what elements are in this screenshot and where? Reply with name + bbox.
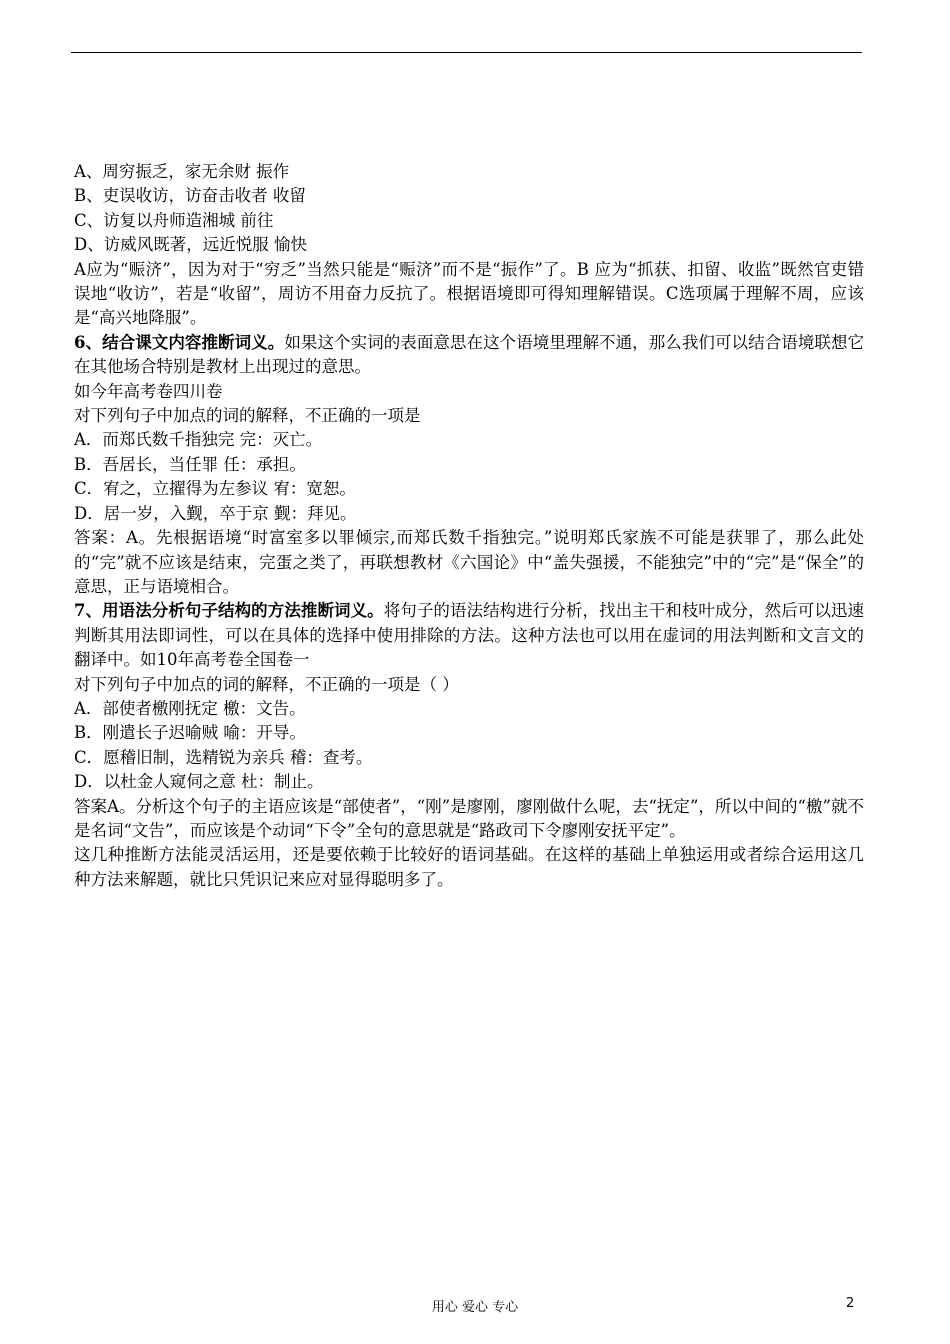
explanation-paragraph: A应为“赈济”，因为对于“穷乏”当然只能是“赈济”而不是“振作”了。B 应为“抓获、扣留、收监”既然官吏错误地“收访”，若是“收留”，周访不用奋力反抗了。根据语境即可得知理解错误。C选项属于理解不周，应该是“高兴地降服”。	[74, 259, 864, 328]
question-line: 对下列句子中加点的词的解释，不正确的一项是	[74, 406, 421, 426]
method-6-title: 6、结合课文内容推断词义。	[74, 332, 285, 352]
option-line: B、吏误收访，访奋击收者 收留	[74, 186, 306, 206]
example-source: 如今年高考卷四川卷	[74, 381, 223, 401]
conclusion-paragraph: 这几种推断方法能灵活运用，还是要依赖于比较好的语词基础。在这样的基础上单独运用或者综合运用这几种方法来解题，就比只凭识记来应对显得聪明多了。	[74, 845, 864, 889]
option-line: B．刚遣长子迟喻贼 喻：开导。	[74, 723, 306, 743]
option-line: D．以杜金人窥伺之意 杜：制止。	[74, 772, 324, 792]
answer-paragraph: 答案：A。先根据语境“时富室多以罪倾宗,而郑氏数千指独完。”说明郑氏家族不可能是获罪了，那么此处的“完”就不应该是结束，完蛋之类了，再联想教材《六国论》中“盖失强援，不能独完”中的“完”是“保全”的意思，正与语境相合。	[74, 528, 864, 596]
document-body	[74, 160, 864, 892]
page-number: 2	[846, 1296, 855, 1311]
option-line: C．愿稽旧制，选精锐为亲兵 稽：查考。	[74, 747, 373, 767]
option-line: D．居一岁，入觐，卒于京 觐：拜见。	[74, 503, 357, 523]
method-6-paragraph	[74, 331, 864, 380]
option-line: A、周穷振乏，家无余财 振作	[74, 162, 290, 181]
method-6-body: 如果这个实词的表面意思在这个语境里理解不通，那么我们可以结合语境联想它在其他场合特别是教材上出现过的意思。	[74, 332, 865, 377]
question-line: 对下列句子中加点的词的解释，不正确的一项是（ ）	[74, 674, 459, 694]
header-rule	[71, 52, 862, 53]
option-line: C、访复以舟师造湘城 前往	[74, 210, 274, 230]
method-7-title: 7、用语法分析句子结构的方法推断词义。	[74, 601, 384, 621]
method-7-body: 将句子的语法结构进行分析，找出主干和枝叶成分，然后可以迅速判断其用法即词性，可以在具体的选择中使用排除的方法。这种方法也可以用在虚词的用法判断和文言文的翻译中。如10年高考卷全国卷一	[74, 601, 864, 670]
method-7-paragraph	[74, 599, 864, 672]
option-line: A．部使者檄刚抚定 檄：文告。	[74, 698, 306, 718]
option-line: D、访威风既著，远近悦服 愉快	[74, 235, 307, 255]
option-line: A．而郑氏数千指独完 完：灭亡。	[74, 430, 323, 450]
option-line: C．宥之，立擢得为左参议 宥：宽恕。	[74, 479, 356, 499]
option-line: B．吾居长，当任罪 任：承担。	[74, 454, 306, 474]
answer-paragraph: 答案A。分析这个句子的主语应该是“部使者”，“刚”是廖刚，廖刚做什么呢，去“抚定”，所以中间的“檄”就不是名词“文告”，而应该是个动词“下令”全句的意思就是“路政司下令廖刚安抚平定”。	[74, 796, 864, 840]
footer-slogan: 用心 爱心 专心	[431, 1300, 519, 1315]
